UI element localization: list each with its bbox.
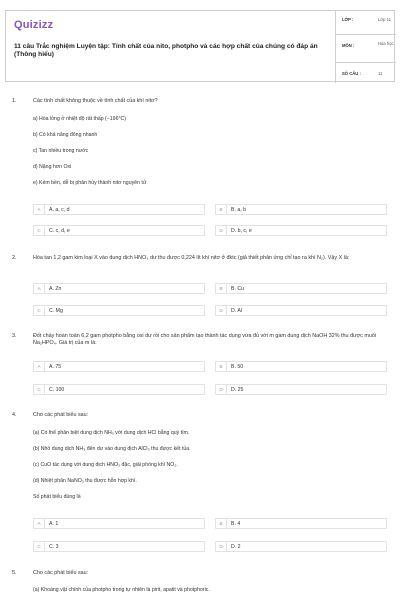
worksheet-title: 11 câu Trắc nghiệm Luyện tập: Tính chất của nito, photpho và các hợp chất của chúng có đáp án (Thông hiểu) [14,43,318,59]
option-text: B. 50 [231,364,244,370]
answer-option-d[interactable] [215,305,387,316]
answer-option-c[interactable] [33,541,205,552]
question-number: 2. [12,255,17,261]
worksheet-header [5,10,395,82]
answer-option-c[interactable] [33,305,205,316]
question-text: Cho các phát biểu sau: [33,570,89,576]
answer-option-c[interactable] [33,225,205,236]
option-letter: D [216,306,227,316]
option-text: C. 3 [49,544,59,550]
option-text: D. Al [231,308,242,314]
question-number: 1. [12,98,17,104]
statement: e) Kém bền, dễ bị phân hủy thành nitơ nguyên tử [33,180,147,186]
subject-label: MÔN : [342,43,355,48]
option-letter: D [216,226,227,236]
answer-option-a[interactable] [33,204,205,215]
option-letter: B [216,205,227,215]
option-letter: C [34,226,45,236]
question-text: Cho các phát biểu sau: [33,412,89,418]
quizizz-logo: Quizizz [14,19,54,31]
header-title-panel [6,11,336,83]
statement: Số phát biểu đúng là [33,494,81,500]
question-text: Đốt cháy hoàn toàn 6,2 gam photpho bằng oxi dư rồi cho sản phẩm tạo thành tác dụng vừa đủ với m gam dung dịch NaOH 32% thu được muối Na₂HPO₄. Giá trị của m là: [33,333,377,347]
option-text: B. a, b [231,207,246,213]
answer-option-b[interactable] [215,518,387,529]
subject-row [336,35,396,63]
option-text: C. c, d, e [49,228,70,234]
statement: (d) Nhiệt phân NaNO₃ thu được hỗn hợp khí. [33,478,137,484]
answer-option-a[interactable] [33,361,205,372]
statement: (b) Nhỏ dung dịch NH₃ đến dư vào dung dịch AlCl₃ thu được kết tủa. [33,446,191,452]
statement: (a) Khoáng vật chính của photpho trong tự nhiên là pirit, apatit và photphoric. [33,587,210,593]
question-count-value: 11 [378,71,383,76]
question-text: Các tính chất không thuộc về tính chất của khí nitơ? [33,98,158,104]
question-number: 5. [12,570,17,576]
option-letter: A [34,362,45,372]
option-text: C. 100 [49,387,65,393]
answer-option-b[interactable] [215,283,387,294]
option-letter: A [34,205,45,215]
grade-label: LỚP : [342,17,354,22]
question-count-row [336,63,396,83]
answer-option-a[interactable] [33,283,205,294]
answer-option-b[interactable] [215,204,387,215]
option-text: D. 2 [231,544,241,550]
option-letter: D [216,385,227,395]
option-letter: C [34,542,45,552]
answer-option-b[interactable] [215,361,387,372]
option-text: C. Mg [49,308,63,314]
option-text: B. 4 [231,521,241,527]
grade-row [336,11,396,35]
statement: c) Tan nhiều trong nước [33,148,89,154]
question-count-label: SỐ CÂU : [342,71,361,76]
answer-option-a[interactable] [33,518,205,529]
option-letter: C [34,306,45,316]
statement: (a) Có thể phân biệt dung dịch NH₃ với dung dịch HCl bằng quỳ tím. [33,430,190,436]
statement: d) Nặng hơn Oxi [33,164,72,170]
statement: a) Hóa lỏng ở nhiệt độ rất thấp (−196°C) [33,116,126,122]
statement: b) Có khả năng đông nhanh [33,132,98,138]
answer-option-c[interactable] [33,384,205,395]
question-number: 3. [12,333,17,339]
question-text: Hòa tan 1,2 gam kim loại X vào dung dịch HNO₃ dư thu được 0,224 lít khí nitơ ở đktc (giả thiết phản ứng chỉ tạo ra khí N₂). Vậy X là: [33,255,350,261]
question-number: 4. [12,412,17,418]
grade-value: Lớp 11 [378,17,391,22]
answer-option-d[interactable] [215,541,387,552]
subject-value: Hóa học [378,41,394,46]
option-text: A. Zn [49,286,62,292]
option-text: D. 25 [231,387,244,393]
option-letter: C [34,385,45,395]
option-letter: B [216,284,227,294]
option-text: B. Cu [231,286,244,292]
option-letter: B [216,519,227,529]
option-text: A. 1 [49,521,59,527]
option-letter: A [34,519,45,529]
option-letter: B [216,362,227,372]
option-letter: A [34,284,45,294]
option-letter: D [216,542,227,552]
answer-option-d[interactable] [215,225,387,236]
option-text: A. a, c, d [49,207,70,213]
answer-option-d[interactable] [215,384,387,395]
option-text: A. 75 [49,364,62,370]
statement: (c) CuO tác dụng với dung dịch HNO₃ đặc, giải phóng khí NO₂. [33,462,178,468]
option-text: D. b, c, e [231,228,252,234]
